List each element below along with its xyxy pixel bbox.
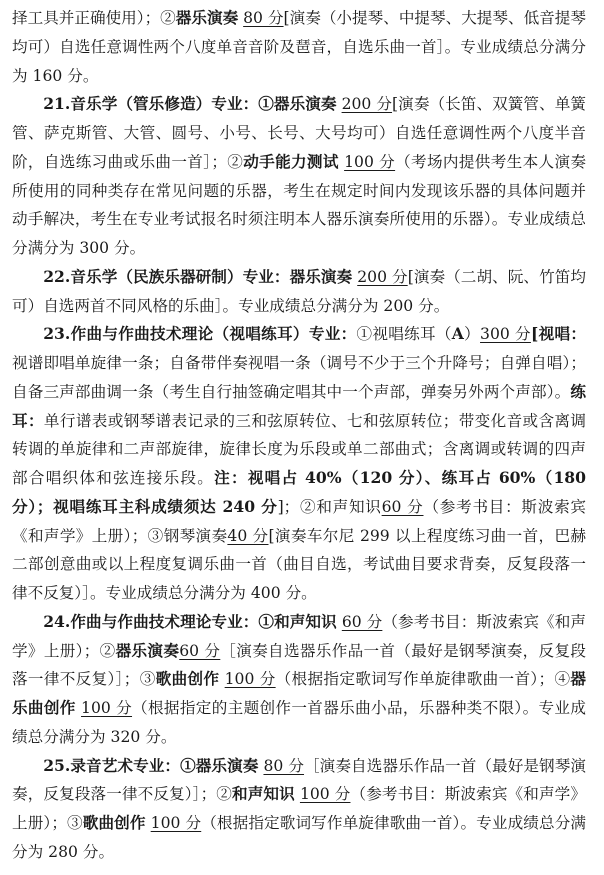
score-value: 40 分 <box>227 526 269 545</box>
score-value: 60 分 <box>381 497 424 516</box>
text-run: （参考书目：斯波索宾《和声学》上册）；③ <box>12 785 586 832</box>
score-value: 100 分 <box>224 670 276 689</box>
text-run: ［演奏自选器乐作品一首（最好是钢琴演奏，反复段落一律不反复）］；② <box>12 756 586 804</box>
text-run: ]；②和声知识 <box>277 497 382 516</box>
bold-term: 和声知识 <box>232 784 295 804</box>
text-run: 单行谱表或钢琴谱表记录的三和弦原转位、七和弦原转位；带变化音或含离调转调的单旋律和二声部旋律，旋律长度为乐段或单二部曲式；含离调或转调的四声部合唱织体和弦连接乐段。 <box>12 411 586 487</box>
score-value: 80 分 <box>263 756 305 775</box>
bold-term: A <box>451 324 464 344</box>
text-run: [演奏（二胡、阮、竹笛均可）自选两首不同风格的乐曲］。专业成绩总分满分为 200 分。 <box>12 267 586 315</box>
section-heading: 23.作曲与作曲技术理论（视唱练耳）专业： <box>43 324 357 344</box>
section-heading: 24.作曲与作曲技术理论专业：①和声知识 <box>43 611 337 631</box>
bold-term: 器乐演奏 <box>175 8 239 27</box>
score-value: 300 分 <box>480 325 531 344</box>
section-24 <box>12 608 586 752</box>
bold-note: 注：视唱占 40%（120 分）、练耳占 60%（180 分）；视唱练耳主科成绩须达 240 分 <box>12 468 586 516</box>
text-run: （参考书目：斯波索宾《和声学》上册）；③钢琴演奏 <box>12 497 586 545</box>
score-value: 80 分 <box>243 9 284 27</box>
bold-term: 练耳： <box>12 381 586 430</box>
section-21 <box>12 90 586 263</box>
score-value: 200 分 <box>357 267 408 286</box>
text-run: ［演奏自选器乐作品一首（最好是钢琴演奏，反复段落一律不反复）］；③ <box>12 641 586 689</box>
text-run: [演奏车尔尼 299 以上程度练习曲一首，巴赫二部创意曲或以上程度复调乐曲一首（曲目自选，考试曲目要求背奏，反复段落一律不反复）］。专业成绩总分满分为 400 分。 <box>12 526 586 602</box>
section-23 <box>12 320 586 608</box>
score-value: 100 分 <box>299 785 351 804</box>
text-run: ） <box>463 325 481 344</box>
section-20-tail <box>12 4 586 90</box>
text-run: （根据指定歌词写作单旋律歌曲一首）。专业成绩总分满分为 280 分。 <box>12 814 586 861</box>
score-value: 100 分 <box>344 152 396 171</box>
bold-term: 动手能力测试 <box>243 151 339 171</box>
text-run: 视谱即唱单旋律一条；自备带伴奏视唱一条（调号不少于三个升降号；自弹自唱）；自备三声部曲调一条（考生自行抽签确定唱其中一个声部，弹奏另外两个声部）。 <box>12 354 586 401</box>
score-value: 60 分 <box>341 612 383 631</box>
text-run: （参考书目：斯波索宾《和声学》上册）；② <box>12 612 586 660</box>
bold-term: 歌曲创作 <box>155 669 220 689</box>
score-value: 60 分 <box>179 641 221 660</box>
score-value: 200 分 <box>341 95 393 114</box>
text-run: （根据指定的主题创作一首器乐曲小品，乐器种类不限）。专业成绩总分满分为 320 分。 <box>12 699 586 746</box>
section-25 <box>12 752 586 867</box>
text-run: ①视唱练耳（ <box>356 325 452 344</box>
bold-term: 歌曲创作 <box>82 813 146 832</box>
bold-term: [视唱： <box>530 324 586 344</box>
text-run: [演奏（小提琴、中提琴、大提琴、低音提琴均可）自选任意调性两个八度单音音阶及琶音，自选乐曲一首］。专业成绩总分满分为 160 分。 <box>12 9 586 85</box>
score-value: 100 分 <box>150 814 202 832</box>
section-22 <box>12 263 586 321</box>
text-run: 择工具并正确使用）；② <box>12 9 176 27</box>
text-run: [演奏（长笛、双簧管、单簧管、萨克斯管、大管、圆号、小号、长号、大号均可）自选任意调性两个八度半音阶，自选练习曲或乐曲一首］；② <box>12 95 586 171</box>
section-heading: 21.音乐学（管乐修造）专业：①器乐演奏 <box>43 94 337 114</box>
score-value: 100 分 <box>81 699 133 717</box>
bold-term: 器乐曲创作 <box>12 669 586 717</box>
section-heading: 22.音乐学（民族乐器研制）专业：器乐演奏 <box>43 266 353 286</box>
section-heading: 25.录音艺术专业：①器乐演奏 <box>43 755 259 775</box>
text-run: （根据指定歌词写作单旋律歌曲一首）；④ <box>275 670 571 689</box>
text-run: （考场内提供考生本人演奏所使用的同种类存在常见问题的乐器，考生在规定时间内发现该乐器的具体问题并动手解决，考生在专业考试报名时须注明本人器乐演奏所使用的乐器）。专业成绩总分满分为 300 分。 <box>12 152 586 257</box>
bold-term: 器乐演奏 <box>115 640 180 660</box>
